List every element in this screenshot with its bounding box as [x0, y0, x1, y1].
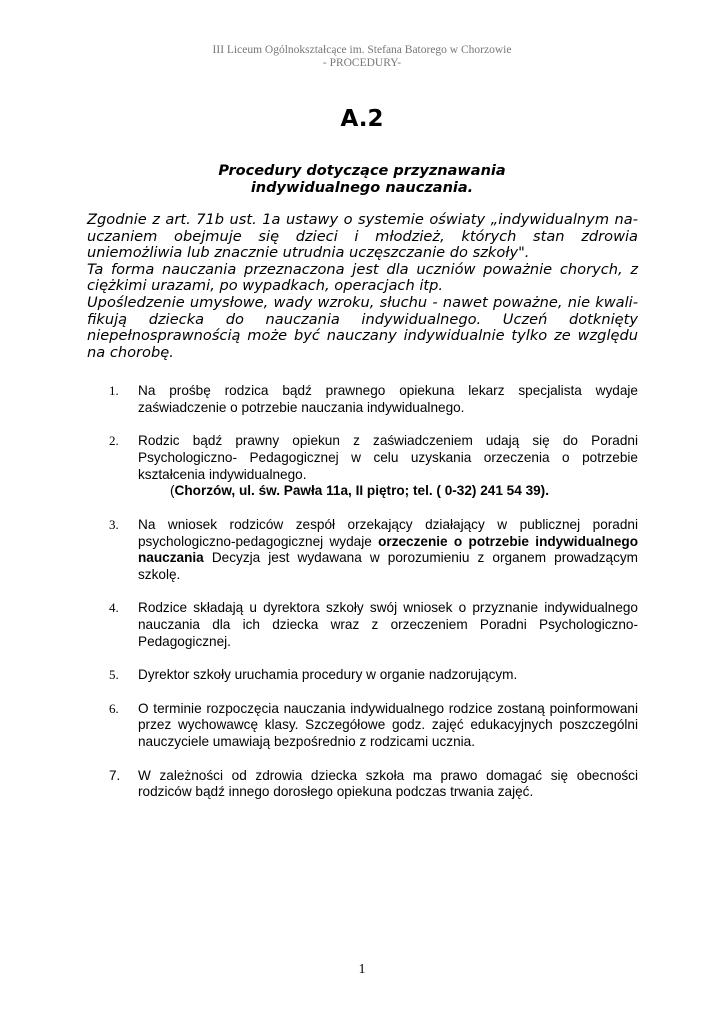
item-text-bold: orzeczenie o potrzebie indywidualnego nauczania — [138, 533, 638, 566]
document-code: A.2 — [340, 106, 384, 132]
procedure-item-2 — [100, 433, 638, 500]
item-text: Na prośbę rodzica bądź prawnego opiekuna lekarz specjalista wydaje zaświadczenie o potrzebie nauczania indywidualnego. — [138, 383, 638, 415]
procedure-item-5 — [100, 667, 638, 684]
procedure-item-6 — [100, 701, 638, 751]
item-number: 3. — [109, 516, 119, 532]
item-number: 1. — [109, 383, 119, 398]
item-number: 4. — [109, 600, 119, 616]
document-title-line-2: indywidualnego nauczania. — [250, 180, 474, 196]
item-text-part-a: Na wniosek rodziców zespół orzekający działający w publicznej poradni psychologiczno-pedagogicznej wydaje — [138, 516, 638, 549]
item-number: 5. — [109, 667, 119, 683]
header-school-name: III Liceum Ogólnokształcące im. Stefana Batorego w Chorzowie — [212, 44, 512, 56]
item-text: W zależności od zdrowia dziecka szkoła ma prawo domagać się obecności rodziców bądź innego dorosłego opiekuna podczas trwania zajęć. — [138, 767, 638, 800]
item-text: O terminie rozpoczęcia nauczania indywidualnego rodzice zostaną poinformowani przez wychowawcę klasy. Szczegółowe godz. zajęć edukacyjnych poszczególni nauczyciele umawiają bezpośrednio z rodzicami ucznia. — [138, 700, 638, 750]
procedure-item-1 — [100, 383, 638, 417]
intro-paragraph-1: Zgodnie z art. 71b ust. 1a ustawy o systemie oświaty „indywidualnym na-uczaniem obejmuje się dzieci i młodzież, których stan zdrowia uniemożliwia lub znacznie utrudnia uczęszczanie do szkoły". — [87, 211, 638, 262]
page-header — [0, 44, 724, 70]
document-title — [0, 163, 724, 197]
procedure-item-7 — [100, 768, 638, 802]
intro-section — [87, 212, 638, 361]
procedure-item-3 — [100, 517, 638, 584]
item-number: 2. — [109, 433, 119, 449]
intro-paragraph-3: Upośledzenie umysłowe, wady wzroku, słuchu - nawet poważne, nie kwali-fikują dziecka do nauczania indywidualnego. Uczeń dotknięty niepełnosprawnością może być nauczany indywidualnie tylko ze względu na chorobę. — [87, 293, 638, 361]
intro-paragraph-2: Ta forma nauczania przeznaczona jest dla uczniów poważnie chorych, z ciężkimi urazami, po wypadkach, operacjach itp. — [87, 260, 638, 295]
address-text: Chorzów, ul. św. Pawła 11a, II piętro; tel. ( 0-32) 241 54 39). — [174, 483, 549, 499]
item-text: Rodzic bądź prawny opiekun z zaświadczeniem udają się do Poradni Psychologiczno- Pedagogicznej w celu uzyskania orzeczenia o potrzebie kształcenia indywidualnego. — [138, 433, 638, 482]
item-text — [138, 517, 638, 584]
item-text: Dyrektor szkoły uruchamia procedury w organie nadzorującym. — [138, 667, 518, 683]
procedure-list — [100, 383, 638, 818]
page-number: 1 — [358, 962, 366, 977]
poradnia-address — [138, 483, 638, 500]
item-text: Rodzice składają u dyrektora szkoły swój wniosek o przyznanie indywidualnego nauczania dla ich dziecka wraz z orzeczeniem Poradni Psychologiczno-Pedagogicznej. — [138, 600, 638, 650]
header-section-label: - PROCEDURY- — [322, 57, 402, 69]
procedure-item-4 — [100, 600, 638, 650]
address-paren: ( — [170, 483, 175, 499]
item-number: 7. — [109, 767, 121, 783]
item-text-part-b: Decyzja jest wydawana w porozumieniu z organem prowadzącym szkolę. — [138, 550, 639, 583]
document-title-line-1: Procedury dotyczące przyznawania — [218, 163, 506, 179]
item-number: 6. — [109, 700, 119, 716]
